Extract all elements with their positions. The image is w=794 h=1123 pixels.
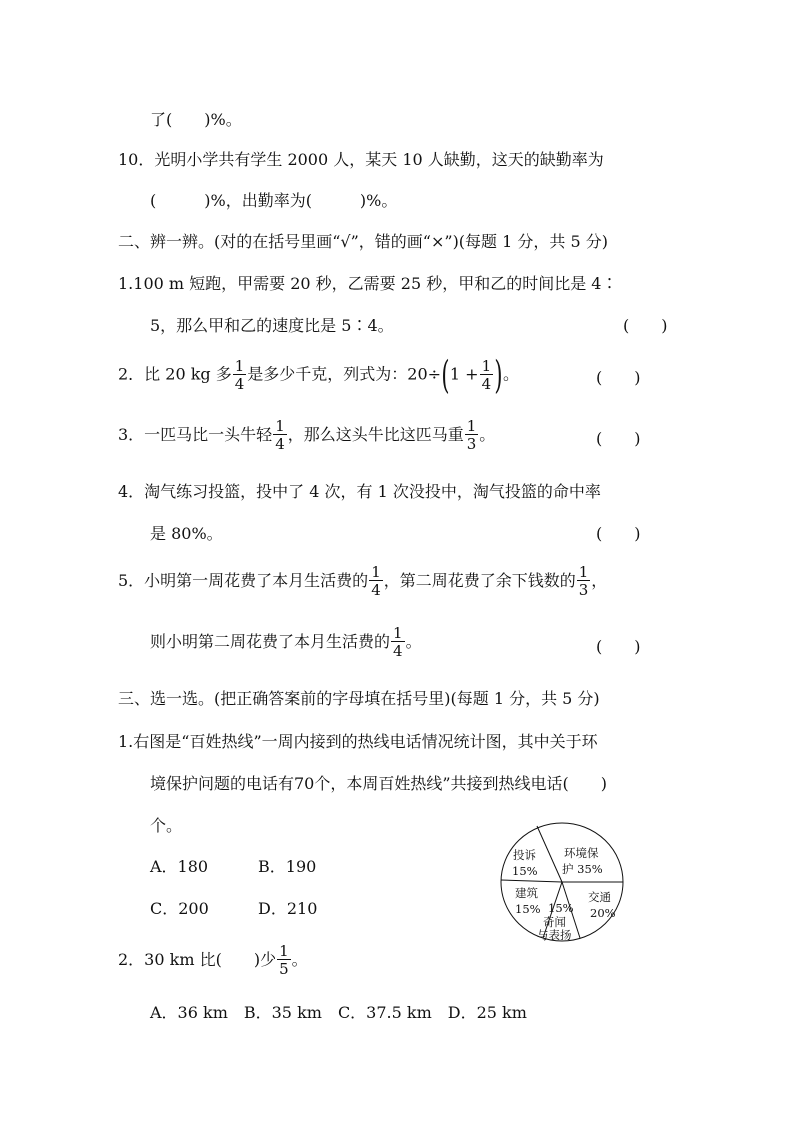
hotline-pie-chart xyxy=(500,822,630,946)
judge-q5-line2-end: 。 xyxy=(405,632,422,651)
choice-q1-line3: 个。 xyxy=(150,816,183,835)
section2-heading: 二、辨一辨。(对的在括号里画“√”，错的画“×”)(每题 1 分，共 5 分) xyxy=(118,232,608,251)
choice-q1-option-b: B．190 xyxy=(258,857,317,876)
judge-q2-end: 。 xyxy=(502,364,519,384)
judge-q3-text xyxy=(118,419,495,452)
pie-divider-5 xyxy=(501,880,562,882)
fraction-one-quarter: $\frac{1}{4}$ xyxy=(234,356,245,393)
pie-label-traffic-pct: 20% xyxy=(590,906,616,920)
choice-q1-option-a: A．180 xyxy=(150,857,209,876)
choice-q2-prefix: 2．30 km 比( )少 xyxy=(118,950,277,969)
pie-label-environment-pct: 护 35% xyxy=(562,862,603,876)
judge-q2-prefix: 2．比 20 kg 多 xyxy=(118,364,232,384)
left-paren: ( xyxy=(441,353,450,397)
fraction-one-quarter: $\frac{1}{4}$ xyxy=(393,624,403,660)
q10-blanks: ( )%，出勤率为( )%。 xyxy=(150,191,398,210)
judge-q1-line1: 1.100 m 短跑，甲需要 20 秒，乙需要 25 秒，甲和乙的时间比是 4∶ xyxy=(118,274,618,293)
fraction-one-third: $\frac{1}{3}$ xyxy=(578,563,589,599)
judge-q5-line2-prefix: 则小明第二周花费了本月生活费的 xyxy=(150,632,391,651)
judge-q3-middle: ，那么这头牛比这匹马重 xyxy=(287,425,464,444)
judge-q5-prefix: 5．小明第一周花费了本月生活费的 xyxy=(118,571,369,590)
choice-q1-option-c: C．200 xyxy=(150,899,209,918)
judge-q1-line2: 5，那么甲和乙的速度比是 5∶4。 xyxy=(150,316,394,335)
pie-label-traffic: 交通 xyxy=(588,890,611,904)
fraction-one-quarter: $\frac{1}{4}$ xyxy=(371,563,381,599)
fraction-one-quarter-inner: $\frac{1}{4}$ xyxy=(481,356,492,393)
q9-continuation: 了( )%。 xyxy=(150,110,242,129)
pie-divider-1 xyxy=(537,826,562,882)
choice-q2-end: 。 xyxy=(291,950,308,969)
judge-q5-middle: ，第二周花费了余下钱数的 xyxy=(383,571,576,590)
judge-q2-inner: 1 + xyxy=(449,364,479,384)
pie-label-building: 建筑 xyxy=(515,886,538,900)
judge-q2-answer-blank[interactable]: ( ) xyxy=(596,368,641,387)
judge-q5-comma: ， xyxy=(591,571,608,590)
judge-q3-answer-blank[interactable]: ( ) xyxy=(596,429,641,448)
pie-label-story-2: 与表扬 xyxy=(537,928,572,942)
pie-label-environment: 环境保 xyxy=(564,846,599,860)
pie-label-complaint-pct: 15% xyxy=(512,864,538,878)
q10-text: 10．光明小学共有学生 2000 人，某天 10 人缺勤，这天的缺勤率为 xyxy=(118,150,604,169)
choice-q1-line1: 1.右图是“百姓热线”一周内接到的热线电话情况统计图，其中关于环 xyxy=(118,732,598,751)
choice-q2-options: A．36 km B．35 km C．37.5 km D．25 km xyxy=(150,1003,527,1022)
pie-label-building-pct: 15% xyxy=(515,902,541,916)
judge-q2-text xyxy=(118,353,519,397)
judge-q4-answer-blank[interactable]: ( ) xyxy=(596,524,641,543)
judge-q3-end: 。 xyxy=(479,425,496,444)
judge-q5-answer-blank[interactable]: ( ) xyxy=(596,637,641,656)
judge-q3-prefix: 3．一匹马比一头牛轻 xyxy=(118,425,273,444)
judge-q4-line2: 是 80%。 xyxy=(150,524,223,543)
judge-q5-line2 xyxy=(150,626,422,659)
pie-label-complaint: 投诉 xyxy=(513,848,536,862)
right-paren: ) xyxy=(494,353,503,397)
fraction-one-fifth: $\frac{1}{5}$ xyxy=(279,942,289,978)
pie-label-story-pct: 15% xyxy=(548,901,574,915)
judge-q4-line1: 4．淘气练习投篮，投中了 4 次，有 1 次没投中，淘气投篮的命中率 xyxy=(118,482,601,501)
section3-heading: 三、选一选。(把正确答案前的字母填在括号里)(每题 1 分，共 5 分) xyxy=(118,689,600,708)
choice-q1-option-d: D．210 xyxy=(258,899,318,918)
judge-q2-middle: 是多少千克，列式为：20÷ xyxy=(247,364,442,384)
choice-q1-line2: 境保护问题的电话有70个，本周百姓热线”共接到热线电话( ) xyxy=(150,774,608,793)
judge-q5-line1 xyxy=(118,565,607,598)
fraction-one-quarter: $\frac{1}{4}$ xyxy=(275,417,285,453)
pie-label-story: 奇闻 xyxy=(543,915,566,929)
fraction-one-third: $\frac{1}{3}$ xyxy=(466,417,477,453)
judge-q1-answer-blank[interactable]: ( ) xyxy=(623,316,668,335)
choice-q2-text xyxy=(118,944,308,977)
